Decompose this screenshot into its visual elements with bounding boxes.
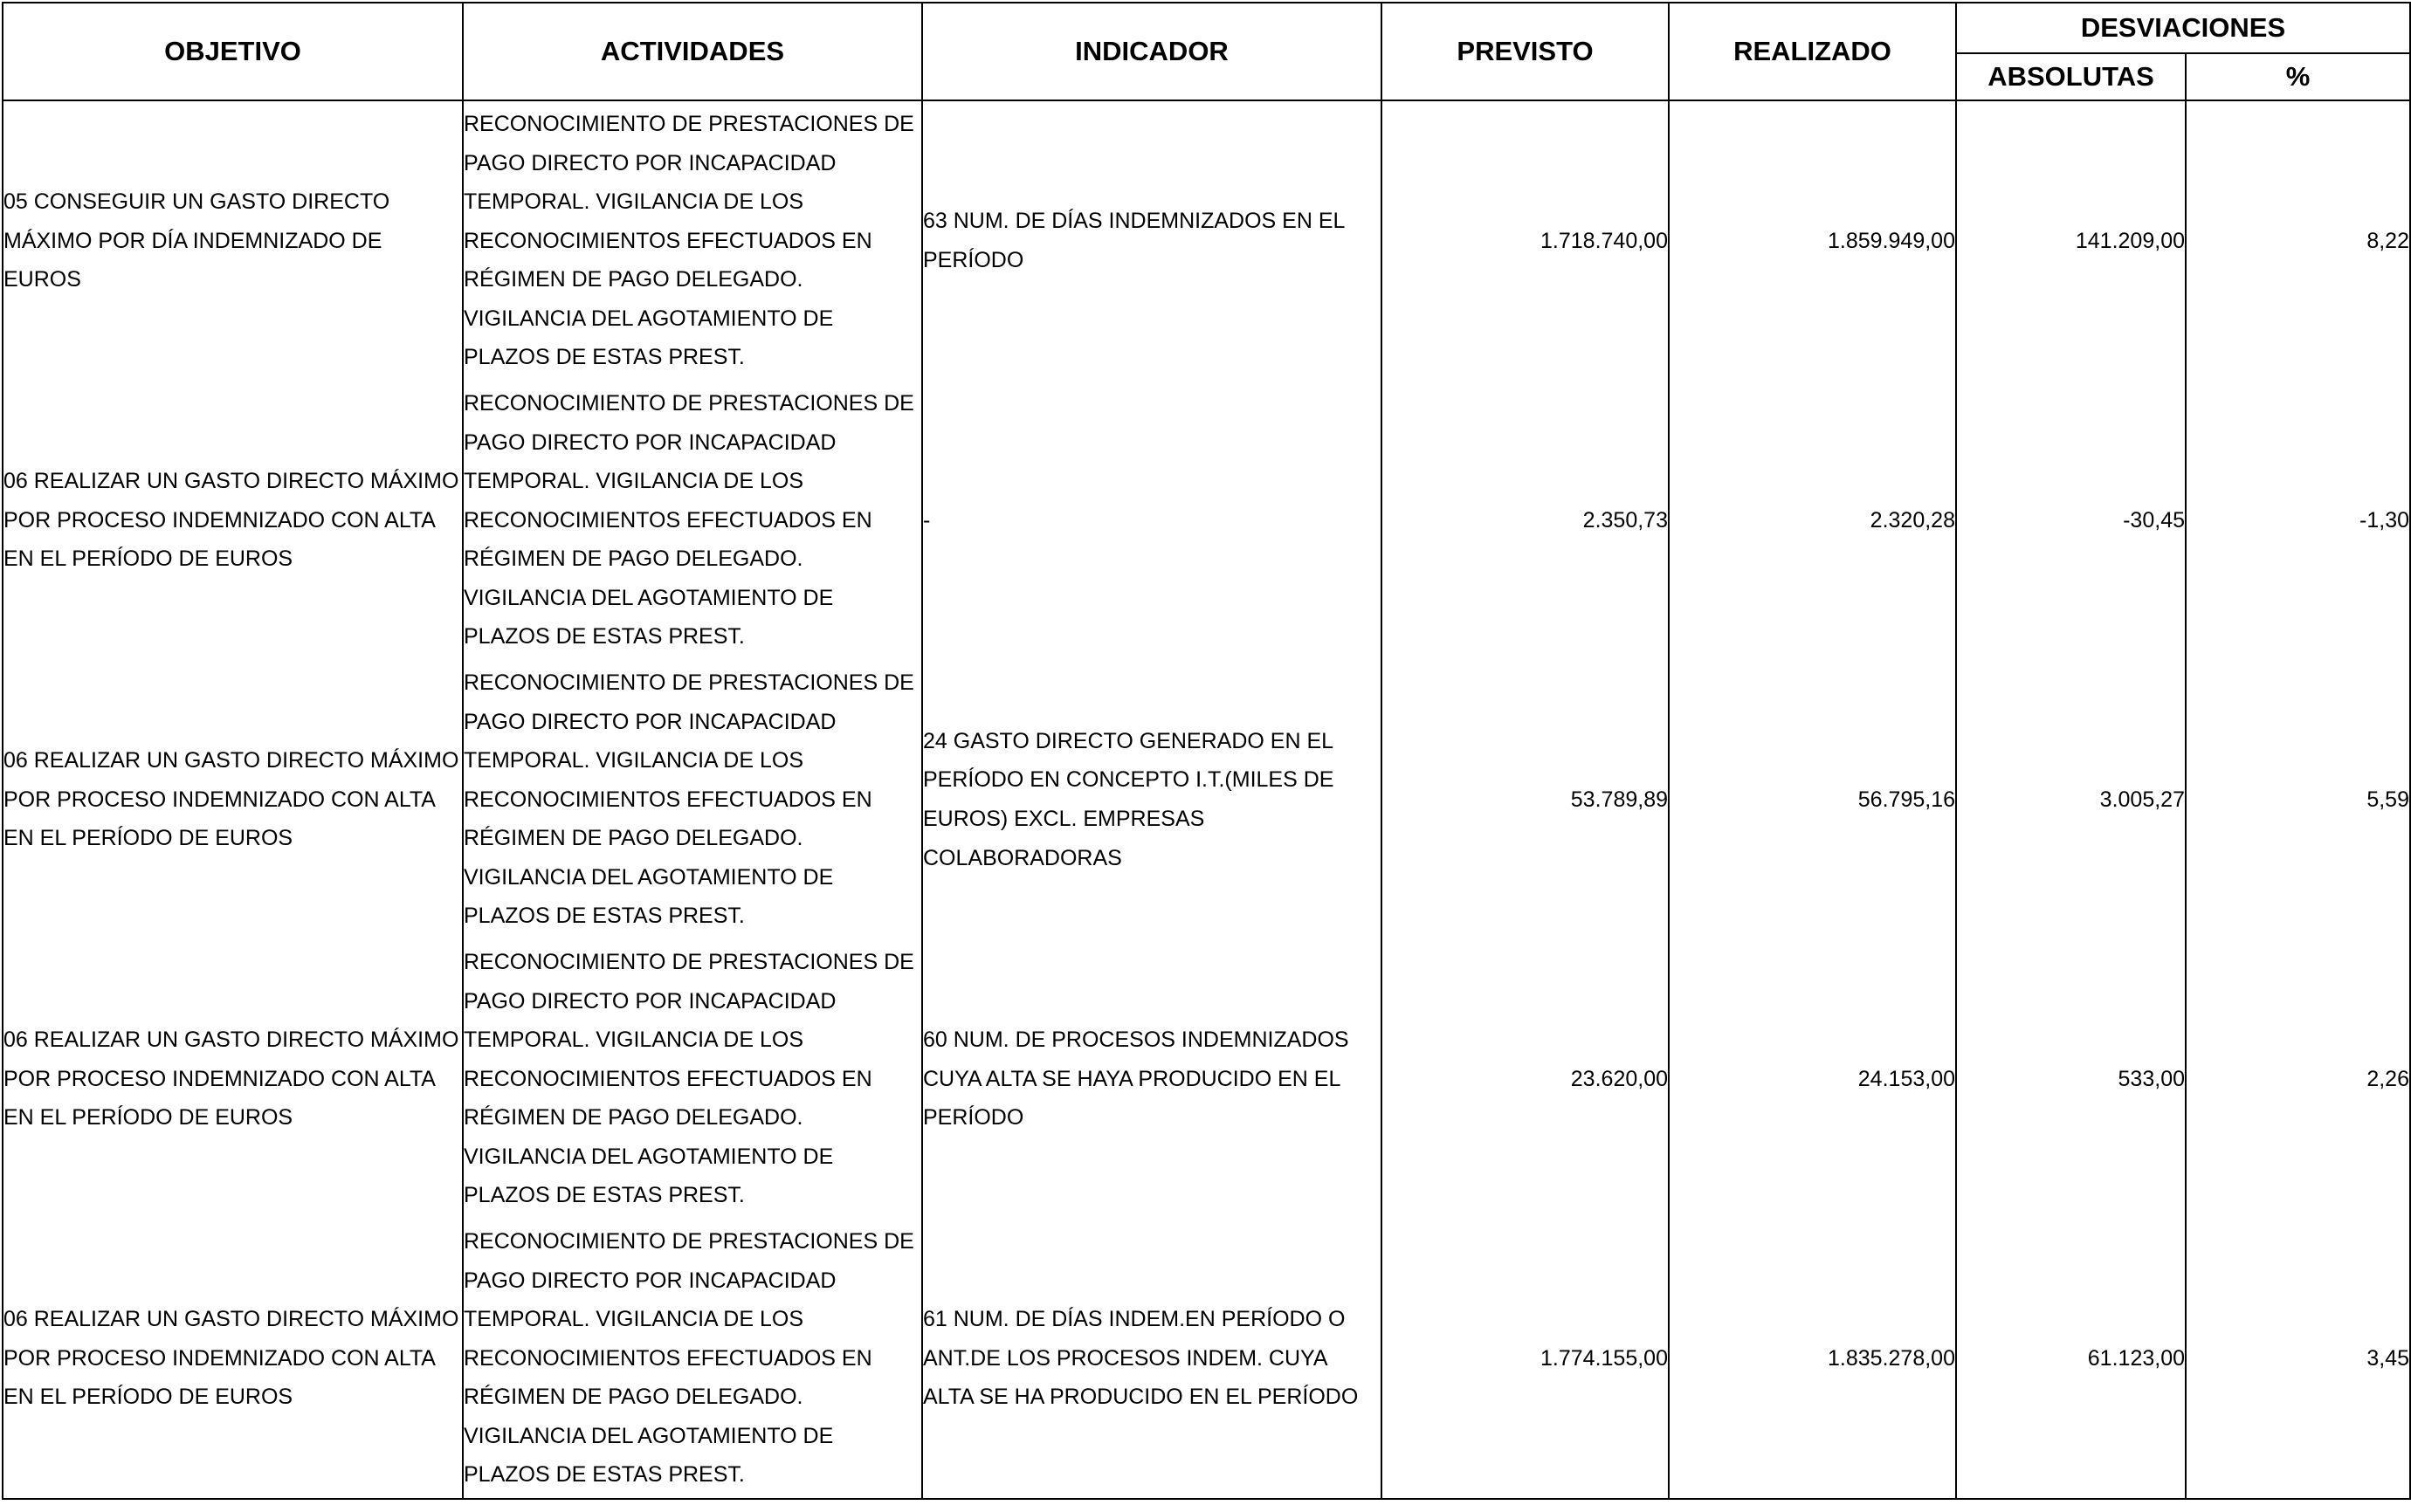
cell-indicador: - (922, 381, 1381, 660)
header-objetivo: OBJETIVO (3, 3, 463, 100)
cell-porcentaje: 2,26 (2186, 939, 2410, 1219)
header-actividades: ACTIVIDADES (463, 3, 922, 100)
cell-porcentaje: 5,59 (2186, 660, 2410, 939)
cell-realizado: 1.859.949,00 (1669, 100, 1956, 381)
cell-objetivo: 06 REALIZAR UN GASTO DIRECTO MÁXIMO POR PROCESO INDEMNIZADO CON ALTA EN EL PERÍODO DE EUROS (3, 939, 463, 1219)
cell-objetivo: 05 CONSEGUIR UN GASTO DIRECTO MÁXIMO POR DÍA INDEMNIZADO DE EUROS (3, 100, 463, 381)
objectives-table (2, 2, 2411, 1500)
cell-actividades: RECONOCIMIENTO DE PRESTACIONES DE PAGO DIRECTO POR INCAPACIDAD TEMPORAL. VIGILANCIA DE LOS RECONOCIMIENTOS EFECTUADOS EN RÉGIMEN DE PAGO DELEGADO. VIGILANCIA DEL AGOTAMIENTO DE PLAZOS DE ESTAS PREST. (463, 100, 922, 381)
cell-absolutas: 141.209,00 (1956, 100, 2186, 381)
cell-actividades: RECONOCIMIENTO DE PRESTACIONES DE PAGO DIRECTO POR INCAPACIDAD TEMPORAL. VIGILANCIA DE LOS RECONOCIMIENTOS EFECTUADOS EN RÉGIMEN DE PAGO DELEGADO. VIGILANCIA DEL AGOTAMIENTO DE PLAZOS DE ESTAS PREST. (463, 1219, 922, 1499)
cell-previsto: 23.620,00 (1381, 939, 1669, 1219)
header-realizado: REALIZADO (1669, 3, 1956, 100)
cell-actividades: RECONOCIMIENTO DE PRESTACIONES DE PAGO DIRECTO POR INCAPACIDAD TEMPORAL. VIGILANCIA DE LOS RECONOCIMIENTOS EFECTUADOS EN RÉGIMEN DE PAGO DELEGADO. VIGILANCIA DEL AGOTAMIENTO DE PLAZOS DE ESTAS PREST. (463, 381, 922, 660)
header-indicador: INDICADOR (922, 3, 1381, 100)
table-header (3, 3, 2410, 100)
cell-previsto: 2.350,73 (1381, 381, 1669, 660)
table-row (3, 100, 2410, 381)
cell-realizado: 24.153,00 (1669, 939, 1956, 1219)
cell-actividades: RECONOCIMIENTO DE PRESTACIONES DE PAGO DIRECTO POR INCAPACIDAD TEMPORAL. VIGILANCIA DE LOS RECONOCIMIENTOS EFECTUADOS EN RÉGIMEN DE PAGO DELEGADO. VIGILANCIA DEL AGOTAMIENTO DE PLAZOS DE ESTAS PREST. (463, 660, 922, 939)
cell-absolutas: 533,00 (1956, 939, 2186, 1219)
cell-indicador: 63 NUM. DE DÍAS INDEMNIZADOS EN EL PERÍODO (922, 100, 1381, 381)
cell-actividades: RECONOCIMIENTO DE PRESTACIONES DE PAGO DIRECTO POR INCAPACIDAD TEMPORAL. VIGILANCIA DE LOS RECONOCIMIENTOS EFECTUADOS EN RÉGIMEN DE PAGO DELEGADO. VIGILANCIA DEL AGOTAMIENTO DE PLAZOS DE ESTAS PREST. (463, 939, 922, 1219)
cell-objetivo: 06 REALIZAR UN GASTO DIRECTO MÁXIMO POR PROCESO INDEMNIZADO CON ALTA EN EL PERÍODO DE EUROS (3, 660, 463, 939)
cell-absolutas: 61.123,00 (1956, 1219, 2186, 1499)
cell-previsto: 53.789,89 (1381, 660, 1669, 939)
cell-porcentaje: -1,30 (2186, 381, 2410, 660)
cell-objetivo: 06 REALIZAR UN GASTO DIRECTO MÁXIMO POR PROCESO INDEMNIZADO CON ALTA EN EL PERÍODO DE EUROS (3, 381, 463, 660)
cell-absolutas: -30,45 (1956, 381, 2186, 660)
cell-indicador: 61 NUM. DE DÍAS INDEM.EN PERÍODO O ANT.DE LOS PROCESOS INDEM. CUYA ALTA SE HA PRODUCIDO EN EL PERÍODO (922, 1219, 1381, 1499)
table-row (3, 939, 2410, 1219)
cell-indicador: 60 NUM. DE PROCESOS INDEMNIZADOS CUYA ALTA SE HAYA PRODUCIDO EN EL PERÍODO (922, 939, 1381, 1219)
cell-previsto: 1.774.155,00 (1381, 1219, 1669, 1499)
header-desviaciones: DESVIACIONES (1956, 3, 2410, 53)
cell-porcentaje: 3,45 (2186, 1219, 2410, 1499)
cell-indicador: 24 GASTO DIRECTO GENERADO EN EL PERÍODO EN CONCEPTO I.T.(MILES DE EUROS) EXCL. EMPRESAS COLABORADORAS (922, 660, 1381, 939)
table-row (3, 1219, 2410, 1499)
cell-objetivo: 06 REALIZAR UN GASTO DIRECTO MÁXIMO POR PROCESO INDEMNIZADO CON ALTA EN EL PERÍODO DE EUROS (3, 1219, 463, 1499)
header-porcentaje: % (2186, 53, 2410, 100)
header-previsto: PREVISTO (1381, 3, 1669, 100)
cell-realizado: 1.835.278,00 (1669, 1219, 1956, 1499)
cell-porcentaje: 8,22 (2186, 100, 2410, 381)
cell-realizado: 2.320,28 (1669, 381, 1956, 660)
cell-realizado: 56.795,16 (1669, 660, 1956, 939)
table-body (3, 100, 2410, 1499)
table-row (3, 660, 2410, 939)
cell-absolutas: 3.005,27 (1956, 660, 2186, 939)
cell-previsto: 1.718.740,00 (1381, 100, 1669, 381)
header-absolutas: ABSOLUTAS (1956, 53, 2186, 100)
table-row (3, 381, 2410, 660)
